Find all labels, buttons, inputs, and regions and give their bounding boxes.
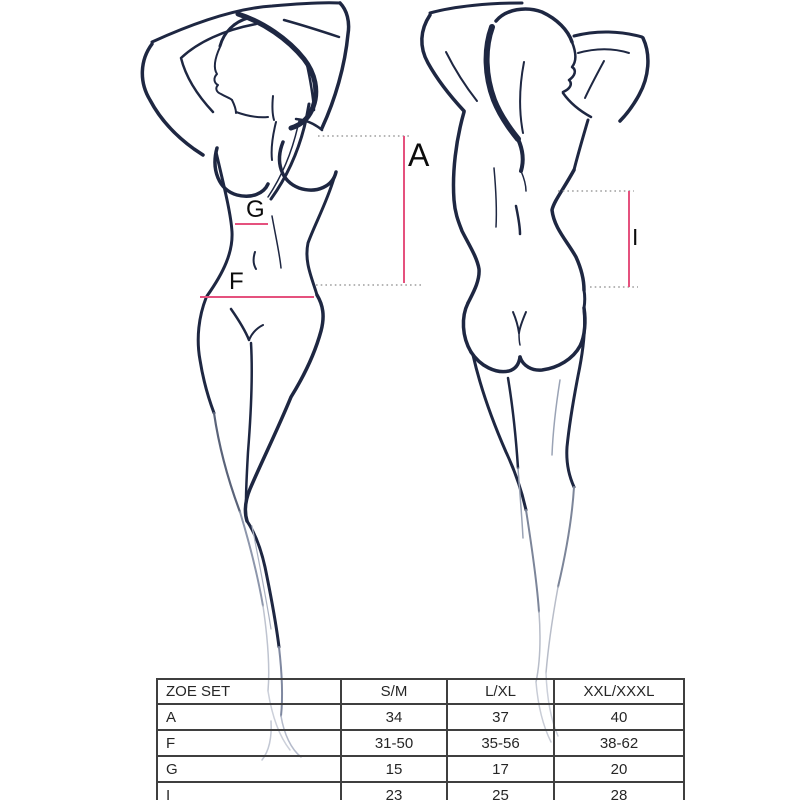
cell-value: 35-56	[447, 730, 554, 756]
cell-value: 31-50	[341, 730, 447, 756]
cell-value: 15	[341, 756, 447, 782]
cell-value: 17	[447, 756, 554, 782]
cell-value: 40	[554, 704, 684, 730]
measurement-label-g: G	[246, 196, 265, 223]
front-figure-drawing	[142, 3, 348, 760]
cell-value: 34	[341, 704, 447, 730]
measurement-label-f: F	[229, 268, 244, 295]
measurement-label-a: A	[408, 137, 430, 173]
table-row-f	[157, 730, 684, 756]
size-table-col-xxl: XXL/XXXL	[554, 679, 684, 704]
size-table-header-row	[157, 679, 684, 704]
back-figure-drawing	[422, 3, 648, 742]
row-label: A	[157, 704, 341, 730]
measurement-label-i: I	[632, 224, 639, 250]
row-label: F	[157, 730, 341, 756]
size-table-col-sm: S/M	[341, 679, 447, 704]
size-table-col-lxl: L/XL	[447, 679, 554, 704]
cell-value: 38-62	[554, 730, 684, 756]
row-label: G	[157, 756, 341, 782]
row-label: I	[157, 782, 341, 800]
size-table-title-cell: ZOE SET	[157, 679, 341, 704]
size-table	[156, 678, 685, 800]
table-row-i	[157, 782, 684, 800]
cell-value: 25	[447, 782, 554, 800]
cell-value: 23	[341, 782, 447, 800]
cell-value: 20	[554, 756, 684, 782]
table-row-g	[157, 756, 684, 782]
table-row-a	[157, 704, 684, 730]
cell-value: 28	[554, 782, 684, 800]
cell-value: 37	[447, 704, 554, 730]
